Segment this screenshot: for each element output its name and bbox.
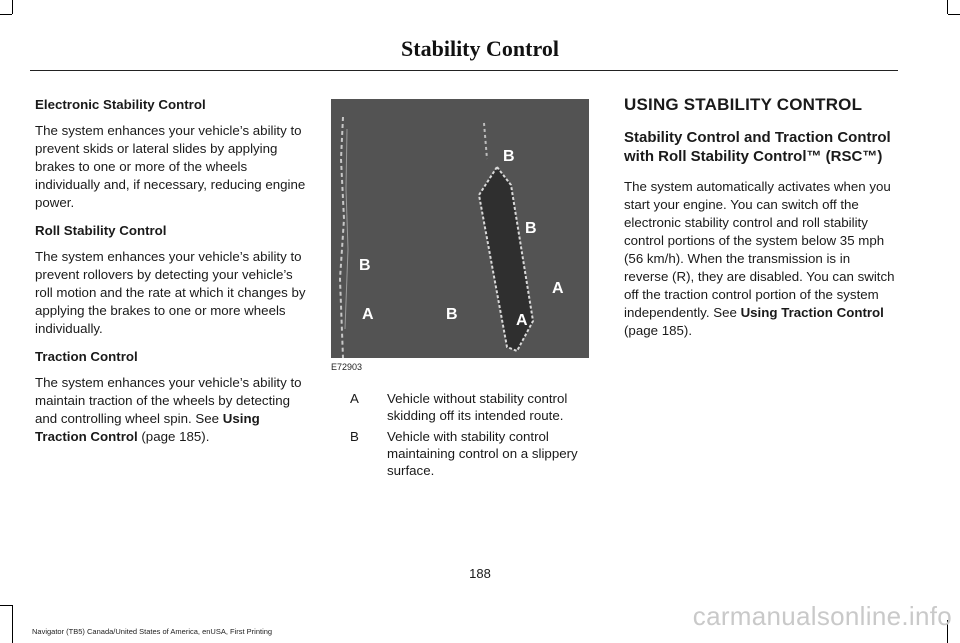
section-heading: Roll Stability Control: [35, 223, 167, 238]
body-text: The system automatically activates when you start your engine. You can switch off the electronic stability control and roll stability control portions of the system below 35 mph (56 km/h). When the transmission is in reverse (R), they are disabled. You can switch off the traction control portion of the system independently. See: [624, 179, 895, 320]
crop-mark: [12, 605, 13, 643]
label-b-bottom: B: [446, 306, 458, 323]
watermark: carmanualsonline.info: [692, 601, 952, 631]
page-reference: (page 185).: [137, 429, 210, 444]
label-a-bottom: A: [516, 312, 528, 329]
label-a-left: A: [362, 306, 374, 323]
legend-description: Vehicle without stability control skidding off its intended route.: [387, 391, 568, 423]
illustration-graphic: [331, 99, 589, 358]
footer-text: Navigator (TB5) Canada/United States of America, enUSA, First Printing: [32, 627, 273, 636]
section-body: The system enhances your vehicle’s ability to prevent rollovers by detecting your vehicle’s roll motion and the rate at which it changes by applying the brakes to one or more wheels individually.: [35, 249, 306, 336]
section-body: [624, 178, 896, 340]
page-number: 188: [469, 566, 491, 581]
subsection-title: Stability Control and Traction Control with Roll Stability Control™ (RSC™): [624, 129, 891, 165]
stability-illustration: [331, 99, 589, 358]
section-body: The system enhances your vehicle’s ability to prevent skids or lateral slides by applying brakes to one or more of the wheels individually and, if necessary, reducing engine power.: [35, 123, 306, 210]
crop-mark: [12, 0, 13, 14]
label-b-left: B: [359, 257, 371, 274]
page-reference: (page 185).: [624, 323, 693, 338]
left-column: [35, 96, 307, 456]
legend-description: Vehicle with stability control maintaining control on a slippery surface.: [387, 429, 578, 478]
body-text: The system enhances your vehicle’s ability to maintain traction of the wheels by detecting and controlling wheel spin. See: [35, 375, 302, 426]
right-column: [624, 96, 896, 350]
section-body: [35, 374, 307, 446]
section-heading: Traction Control: [35, 349, 138, 364]
crop-mark: [0, 14, 12, 15]
figure-code: E72903: [331, 362, 363, 372]
legend-key: B: [350, 429, 359, 444]
cross-reference-link[interactable]: Using Traction Control: [740, 305, 884, 320]
crop-mark: [948, 14, 960, 15]
legend-key: A: [350, 391, 359, 406]
section-heading: Electronic Stability Control: [35, 97, 206, 112]
label-b-top: B: [503, 148, 515, 165]
section-title: USING STABILITY CONTROL: [624, 95, 863, 114]
crop-mark: [0, 605, 12, 606]
page-title: Stability Control: [401, 36, 559, 61]
header-divider: [30, 70, 898, 71]
crop-mark: [947, 0, 948, 14]
label-b-upper-right: B: [525, 220, 537, 237]
label-a-right: A: [552, 280, 564, 297]
cross-reference-link[interactable]: Using Traction Control: [35, 411, 260, 444]
